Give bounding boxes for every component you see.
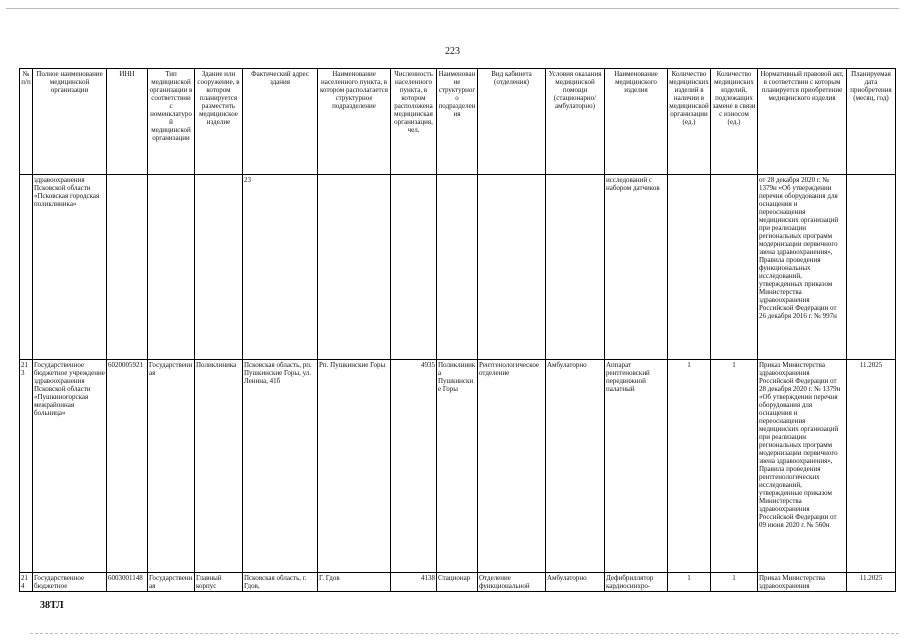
header-cell: Планируемая дата приобретения (месяц, год)	[847, 69, 896, 175]
cell-cabinet: Рентгенологическое отделение	[478, 360, 546, 573]
cell-conditions: Амбулаторно	[546, 360, 605, 573]
cell-population	[391, 175, 437, 360]
cell-date: 11.2025	[847, 573, 896, 592]
cell-act: от 28 декабря 2020 г. № 1379н «Об утверждении перечня оборудования для оснащения и переоснащения медицинских организаций при реализации региональных программ модернизации первичного звена здравоохранения», Правила проведения функциональных исследований, утвержденных приказом Министерства здравоохранения Российской Федерации от 26 декабря 2016 г. № 997н	[758, 175, 847, 360]
cell-address: 23	[243, 175, 318, 360]
cell-num: 213	[20, 360, 33, 573]
cell-locality: Рп. Пушкинские Горы	[318, 360, 391, 573]
cell-conditions: Амбулаторно	[546, 573, 605, 592]
header-cell: Наименование медицинского изделия	[605, 69, 668, 175]
header-cell: Фактический адрес здания	[243, 69, 318, 175]
cell-building	[195, 175, 243, 360]
cell-cabinet	[478, 175, 546, 360]
cell-date: 11.2025	[847, 360, 896, 573]
header-cell: Наименование населенного пункта, в котором располагается структурное подразделение	[318, 69, 391, 175]
cell-unit: Стационар	[437, 573, 478, 592]
cell-qty-replace: 1	[711, 573, 758, 592]
header-cell: ИНН	[107, 69, 148, 175]
cell-qty-have	[668, 175, 711, 360]
header-cell: Вид кабинета (отделения)	[478, 69, 546, 175]
cell-device: Аппарат рентгеновский передвижной палатный	[605, 360, 668, 573]
header-cell: Тип медицинской организации в соответствии с номенклатурой медицинской организации	[148, 69, 195, 175]
cell-inn: 6003001148	[107, 573, 148, 592]
cell-type	[148, 175, 195, 360]
header-cell: Полное наименование медицинской организации	[33, 69, 107, 175]
header-cell: Условия оказания медицинской помощи (стационарно/ амбулаторно)	[546, 69, 605, 175]
top-rule	[6, 8, 899, 9]
page-number: 223	[445, 46, 460, 57]
cell-qty-have: 1	[668, 360, 711, 573]
header-cell: Численность населенного пункта, в котором расположена медицинская организация, чел.	[391, 69, 437, 175]
header-cell: Количество медицинских изделий, подлежащих замене в связи с износом (ед.)	[711, 69, 758, 175]
header-cell: № п/п	[20, 69, 33, 175]
cell-type: Государственная	[148, 573, 195, 592]
table-row	[20, 573, 896, 592]
header-cell: Наименование структурного подразделения	[437, 69, 478, 175]
cell-num	[20, 175, 33, 360]
equipment-table	[19, 68, 896, 592]
cell-building: Поликлиника	[195, 360, 243, 573]
cell-num: 214	[20, 573, 33, 592]
header-cell: Количество медицинских изделий в наличии в медицинской организации (ед.)	[668, 69, 711, 175]
cell-address: Псковская область, рп. Пушкинские Горы, ул. Ленина, 41б	[243, 360, 318, 573]
cell-qty-replace: 1	[711, 360, 758, 573]
cell-unit	[437, 175, 478, 360]
cell-population: 4935	[391, 360, 437, 573]
cell-cabinet: Отделение функциональной	[478, 573, 546, 592]
cell-org: Государственное бюджетное учреждение здравоохранения Псковской области «Пушкиногорская межрайонная больница»	[33, 360, 107, 573]
cell-act: Приказ Министерства здравоохранения	[758, 573, 847, 592]
cell-unit: Поликлиника Пушкинские Горы	[437, 360, 478, 573]
cell-act: Приказ Министерства здравоохранения Российской Федерации от 28 декабря 2020 г. № 1379н «Об утверждении перечня оборудования для оснащения и переоснащения медицинских организаций при реализации региональных программ модернизации первичного звена здравоохранения», Правила проведения рентгенологических исследований, утвержденные приказом Министерства здравоохранения Российской Федерации от 09 июня 2020 г. № 560н	[758, 360, 847, 573]
table-header-row	[20, 69, 896, 175]
cell-type: Государственная	[148, 360, 195, 573]
footer-code: 38ТЛ	[40, 600, 64, 611]
cell-qty-have: 1	[668, 573, 711, 592]
cell-conditions	[546, 175, 605, 360]
cell-device: Дефибриллятор кардиосинхро-	[605, 573, 668, 592]
cell-org: Государственное бюджетное	[33, 573, 107, 592]
cell-date	[847, 175, 896, 360]
cell-device: исследований с набором датчиков	[605, 175, 668, 360]
cell-locality	[318, 175, 391, 360]
cell-org: здравоохранения Псковской области «Псковская городская поликлиника»	[33, 175, 107, 360]
bottom-rule	[30, 633, 899, 634]
cell-inn: 6020005921	[107, 360, 148, 573]
cell-qty-replace	[711, 175, 758, 360]
table-row	[20, 175, 896, 360]
cell-population: 4138	[391, 573, 437, 592]
table-row	[20, 360, 896, 573]
header-cell: Здание или сооружение, в котором планируется разместить медицинское изделие	[195, 69, 243, 175]
cell-address: Псковская область, г. Гдов,	[243, 573, 318, 592]
cell-building: Главный корпус	[195, 573, 243, 592]
cell-inn	[107, 175, 148, 360]
header-cell: Нормативный правовой акт, в соответствии с которым планируется приобретение медицинского изделия	[758, 69, 847, 175]
cell-locality: Г. Гдов	[318, 573, 391, 592]
